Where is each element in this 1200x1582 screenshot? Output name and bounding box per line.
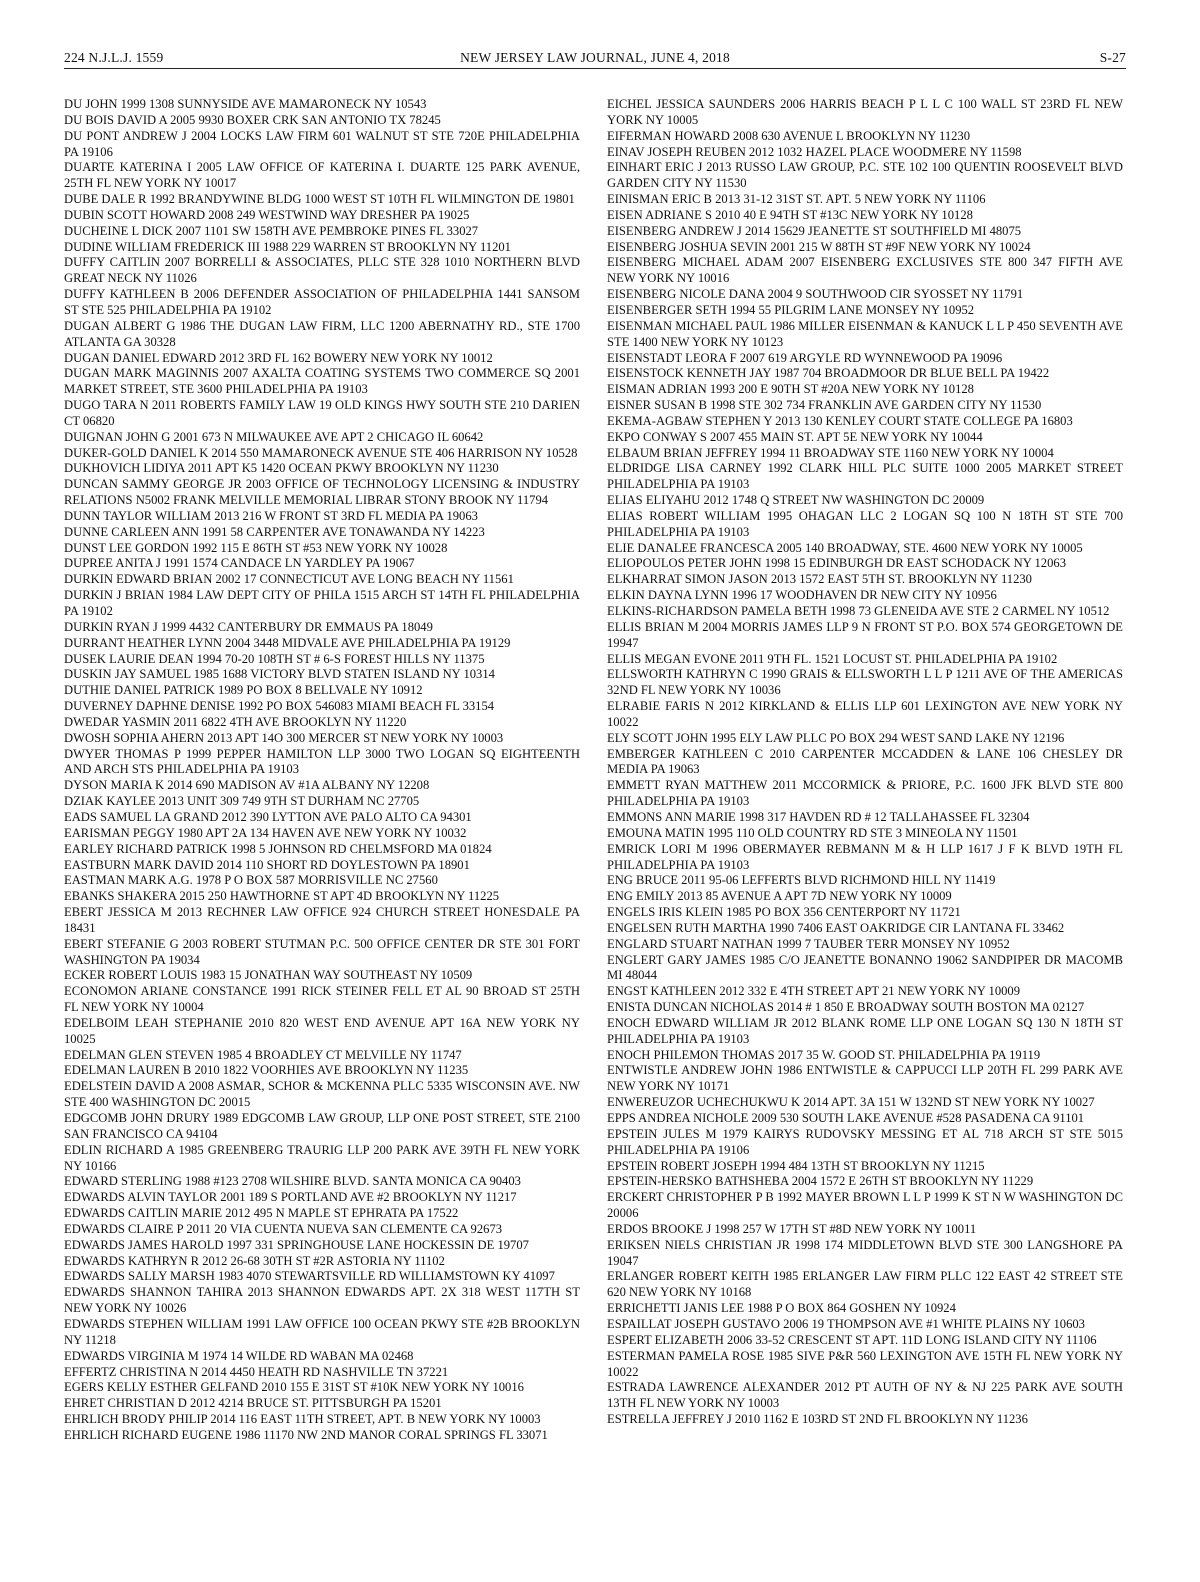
directory-entry: EHRLICH BRODY PHILIP 2014 116 EAST 11TH STREET, APT. B NEW YORK NY 10003: [64, 1412, 541, 1427]
directory-entry: EISMAN ADRIAN 1993 200 E 90TH ST #20A NEW YORK NY 10128: [607, 382, 974, 397]
directory-entry: DWEDAR YASMIN 2011 6822 4TH AVE BROOKLYN NY 11220: [64, 714, 407, 729]
directory-entry: EASTMAN MARK A.G. 1978 P O BOX 587 MORRISVILLE NC 27560: [64, 873, 438, 888]
directory-entry: DYSON MARIA K 2014 690 MADISON AV #1A ALBANY NY 12208: [64, 778, 430, 793]
directory-entry: EINHART ERIC J 2013 RUSSO LAW GROUP, P.C. STE 102 100 QUENTIN ROOSEVELT BLVD GARDEN CITY NY 11530: [607, 160, 1123, 191]
directory-entry: EDWARDS SALLY MARSH 1983 4070 STEWARTSVILLE RD WILLIAMSTOWN KY 41097: [64, 1269, 555, 1284]
directory-entry: EISENBERG MICHAEL ADAM 2007 EISENBERG EXCLUSIVES STE 800 347 FIFTH AVE NEW YORK NY 10016: [607, 255, 1123, 286]
directory-entry: EIFERMAN HOWARD 2008 630 AVENUE L BROOKLYN NY 11230: [607, 128, 971, 143]
directory-entry: EDWARD STERLING 1988 #123 2708 WILSHIRE BLVD. SANTA MONICA CA 90403: [64, 1174, 521, 1189]
directory-entry: DURKIN EDWARD BRIAN 2002 17 CONNECTICUT AVE LONG BEACH NY 11561: [64, 572, 514, 587]
directory-entry: ENTWISTLE ANDREW JOHN 1986 ENTWISTLE & CAPPUCCI LLP 20TH FL 299 PARK AVE NEW YORK NY 10171: [607, 1063, 1123, 1094]
directory-entry: DUGAN DANIEL EDWARD 2012 3RD FL 162 BOWERY NEW YORK NY 10012: [64, 350, 493, 365]
directory-entry: ERIKSEN NIELS CHRISTIAN JR 1998 174 MIDDLETOWN BLVD STE 300 LANGSHORE PA 19047: [607, 1237, 1123, 1268]
directory-entry: ELLIS MEGAN EVONE 2011 9TH FL. 1521 LOCUST ST. PHILADELPHIA PA 19102: [607, 651, 1058, 666]
directory-entry: DUSKIN JAY SAMUEL 1985 1688 VICTORY BLVD STATEN ISLAND NY 10314: [64, 667, 495, 682]
directory-entry: EDWARDS SHANNON TAHIRA 2013 SHANNON EDWARDS APT. 2X 318 WEST 117TH ST NEW YORK NY 10026: [64, 1285, 580, 1316]
directory-entry: EDWARDS CAITLIN MARIE 2012 495 N MAPLE ST EPHRATA PA 17522: [64, 1206, 459, 1221]
directory-entry: ENOCH PHILEMON THOMAS 2017 35 W. GOOD ST. PHILADELPHIA PA 19119: [607, 1047, 1041, 1062]
directory-entry: EHRET CHRISTIAN D 2012 4214 BRUCE ST. PITTSBURGH PA 15201: [64, 1396, 442, 1411]
page-citation: 224 N.J.L.J. 1559: [64, 50, 164, 65]
directory-entry: ENGLERT GARY JAMES 1985 C/O JEANETTE BONANNO 19062 SANDPIPER DR MACOMB MI 48044: [607, 952, 1123, 983]
directory-entry: DUBIN SCOTT HOWARD 2008 249 WESTWIND WAY DRESHER PA 19025: [64, 207, 470, 222]
directory-entry: EISENBERG JOSHUA SEVIN 2001 215 W 88TH ST #9F NEW YORK NY 10024: [607, 239, 1031, 254]
directory-entry: ENWEREUZOR UCHECHUKWU K 2014 APT. 3A 151 W 132ND ST NEW YORK NY 10027: [607, 1095, 1095, 1110]
directory-entry: DWOSH SOPHIA AHERN 2013 APT 14O 300 MERCER ST NEW YORK NY 10003: [64, 730, 504, 745]
directory-entry: EDGCOMB JOHN DRURY 1989 EDGCOMB LAW GROUP, LLP ONE POST STREET, STE 2100 SAN FRANCISCO CA 94104: [64, 1111, 580, 1141]
directory-entry: ERDOS BROOKE J 1998 257 W 17TH ST #8D NEW YORK NY 10011: [607, 1221, 977, 1236]
directory-entry: ECONOMON ARIANE CONSTANCE 1991 RICK STEINER FELL ET AL 90 BROAD ST 25TH FL NEW YORK NY 10004: [64, 984, 580, 1015]
directory-entry: EICHEL JESSICA SAUNDERS 2006 HARRIS BEACH P L L C 100 WALL ST 23RD FL NEW YORK NY 10005: [607, 97, 1123, 127]
directory-entry: DUNN TAYLOR WILLIAM 2013 216 W FRONT ST 3RD FL MEDIA PA 19063: [64, 508, 478, 523]
directory-entry: EMMONS ANN MARIE 1998 317 HAVDEN RD # 12 TALLAHASSEE FL 32304: [607, 809, 1030, 824]
directory-entry: EFFERTZ CHRISTINA N 2014 4450 HEATH RD NASHVILLE TN 37221: [64, 1364, 449, 1379]
directory-entry: ELIOPOULOS PETER JOHN 1998 15 EDINBURGH DR EAST SCHODACK NY 12063: [607, 556, 1066, 571]
page-number: S-27: [1099, 50, 1126, 65]
directory-entry: DUVERNEY DAPHNE DENISE 1992 PO BOX 546083 MIAMI BEACH FL 33154: [64, 699, 495, 714]
directory-entry: EARLEY RICHARD PATRICK 1998 5 JOHNSON RD CHELMSFORD MA 01824: [64, 841, 492, 856]
directory-entry: DUIGNAN JOHN G 2001 673 N MILWAUKEE AVE APT 2 CHICAGO IL 60642: [64, 429, 484, 444]
left-column: [64, 97, 580, 1444]
directory-entry: DZIAK KAYLEE 2013 UNIT 309 749 9TH ST DURHAM NC 27705: [64, 794, 420, 809]
directory-entry: DUKHOVICH LIDIYA 2011 APT K5 1420 OCEAN PKWY BROOKLYN NY 11230: [64, 461, 499, 476]
directory-entry: DU JOHN 1999 1308 SUNNYSIDE AVE MAMARONECK NY 10543: [64, 97, 427, 111]
directory-entry: EISENSTOCK KENNETH JAY 1987 704 BROADMOOR DR BLUE BELL PA 19422: [607, 366, 1050, 381]
directory-entry: DUNST LEE GORDON 1992 115 E 86TH ST #53 NEW YORK NY 10028: [64, 540, 448, 555]
directory-entry: ENG BRUCE 2011 95-06 LEFFERTS BLVD RICHMOND HILL NY 11419: [607, 873, 996, 888]
directory-entry: DUGO TARA N 2011 ROBERTS FAMILY LAW 19 OLD KINGS HWY SOUTH STE 210 DARIEN CT 06820: [64, 398, 580, 428]
directory-entry: EPSTEIN ROBERT JOSEPH 1994 484 13TH ST BROOKLYN NY 11215: [607, 1158, 985, 1173]
directory-entry: ENISTA DUNCAN NICHOLAS 2014 # 1 850 E BROADWAY SOUTH BOSTON MA 02127: [607, 1000, 1085, 1015]
directory-entry: ENG EMILY 2013 85 AVENUE A APT 7D NEW YORK NY 10009: [607, 889, 952, 904]
directory-entry: EISENMAN MICHAEL PAUL 1986 MILLER EISENMAN & KANUCK L L P 450 SEVENTH AVE STE 1400 NEW YORK NY 10123: [607, 318, 1123, 349]
directory-entry: DURKIN RYAN J 1999 4432 CANTERBURY DR EMMAUS PA 18049: [64, 619, 433, 634]
directory-entry: EISENBERG ANDREW J 2014 15629 JEANETTE ST SOUTHFIELD MI 48075: [607, 223, 1022, 238]
directory-entry: DUFFY CAITLIN 2007 BORRELLI & ASSOCIATES, PLLC STE 328 1010 NORTHERN BLVD GREAT NECK NY 11026: [64, 255, 580, 286]
journal-title: NEW JERSEY LAW JOURNAL, JUNE 4, 2018: [460, 50, 730, 65]
directory-entry: EMOUNA MATIN 1995 110 OLD COUNTRY RD STE 3 MINEOLA NY 11501: [607, 825, 1018, 840]
directory-entry: EHRLICH RICHARD EUGENE 1986 11170 NW 2ND MANOR CORAL SPRINGS FL 33071: [64, 1427, 548, 1442]
directory-entry: DURKIN J BRIAN 1984 LAW DEPT CITY OF PHILA 1515 ARCH ST 14TH FL PHILADELPHIA PA 19102: [64, 588, 580, 618]
directory-entry: EBERT STEFANIE G 2003 ROBERT STUTMAN P.C. 500 OFFICE CENTER DR STE 301 FORT WASHINGTON PA 19034: [64, 936, 580, 967]
directory-entry: EISENSTADT LEORA F 2007 619 ARGYLE RD WYNNEWOOD PA 19096: [607, 350, 1003, 365]
directory-entry: EGERS KELLY ESTHER GELFAND 2010 155 E 31ST ST #10K NEW YORK NY 10016: [64, 1380, 524, 1395]
directory-entry: EISNER SUSAN B 1998 STE 302 734 FRANKLIN AVE GARDEN CITY NY 11530: [607, 398, 1042, 413]
directory-entry: EISENBERG NICOLE DANA 2004 9 SOUTHWOOD CIR SYOSSET NY 11791: [607, 287, 1024, 302]
directory-entry: ESTRELLA JEFFREY J 2010 1162 E 103RD ST 2ND FL BROOKLYN NY 11236: [607, 1412, 1028, 1427]
directory-entry: EKPO CONWAY S 2007 455 MAIN ST. APT 5E NEW YORK NY 10044: [607, 429, 983, 444]
directory-entry: EMMETT RYAN MATTHEW 2011 MCCORMICK & PRIORE, P.C. 1600 JFK BLVD STE 800 PHILADELPHIA PA 19103: [607, 778, 1123, 809]
directory-entry: EDWARDS ALVIN TAYLOR 2001 189 S PORTLAND AVE #2 BROOKLYN NY 11217: [64, 1190, 517, 1205]
directory-entry: EMRICK LORI M 1996 OBERMAYER REBMANN M & H LLP 1617 J F K BLVD 19TH FL PHILADELPHIA PA 19103: [607, 841, 1123, 872]
directory-entry: EDWARDS STEPHEN WILLIAM 1991 LAW OFFICE 100 OCEAN PKWY STE #2B BROOKLYN NY 11218: [64, 1316, 580, 1347]
directory-entry: EDLIN RICHARD A 1985 GREENBERG TRAURIG LLP 200 PARK AVE 39TH FL NEW YORK NY 10166: [64, 1142, 580, 1173]
directory-entry: EARISMAN PEGGY 1980 APT 2A 134 HAVEN AVE NEW YORK NY 10032: [64, 825, 467, 840]
directory-entry: EBERT JESSICA M 2013 RECHNER LAW OFFICE 924 CHURCH STREET HONESDALE PA 18431: [64, 905, 580, 935]
directory-entry: ELLIS BRIAN M 2004 MORRIS JAMES LLP 9 N FRONT ST P.O. BOX 574 GEORGETOWN DE 19947: [607, 619, 1123, 650]
directory-entry: DU PONT ANDREW J 2004 LOCKS LAW FIRM 601 WALNUT ST STE 720E PHILADELPHIA PA 19106: [64, 128, 580, 159]
directory-entry: EPSTEIN-HERSKO BATHSHEBA 2004 1572 E 26TH ST BROOKLYN NY 11229: [607, 1174, 1034, 1189]
directory-entry: EADS SAMUEL LA GRAND 2012 390 LYTTON AVE PALO ALTO CA 94301: [64, 809, 472, 824]
directory-entry: ELLSWORTH KATHRYN C 1990 GRAIS & ELLSWORTH L L P 1211 AVE OF THE AMERICAS 32ND FL NEW YORK NY 10036: [607, 667, 1123, 698]
directory-entry: ELIAS ELIYAHU 2012 1748 Q STREET NW WASHINGTON DC 20009: [607, 493, 985, 508]
directory-entry: ERCKERT CHRISTOPHER P B 1992 MAYER BROWN L L P 1999 K ST N W WASHINGTON DC 20006: [607, 1190, 1123, 1221]
directory-entry: EKEMA-AGBAW STEPHEN Y 2013 130 KENLEY COURT STATE COLLEGE PA 16803: [607, 413, 1073, 428]
directory-entry: DUDINE WILLIAM FREDERICK III 1988 229 WARREN ST BROOKLYN NY 11201: [64, 239, 511, 254]
directory-entry: DUKER-GOLD DANIEL K 2014 550 MAMARONECK AVENUE STE 406 HARRISON NY 10528: [64, 445, 578, 460]
directory-entry: EDWARDS KATHRYN R 2012 26-68 30TH ST #2R ASTORIA NY 11102: [64, 1253, 445, 1268]
directory-entry: DUARTE KATERINA I 2005 LAW OFFICE OF KATERINA I. DUARTE 125 PARK AVENUE, 25TH FL NEW YORK NY 10017: [64, 160, 580, 191]
directory-entry: DUTHIE DANIEL PATRICK 1989 PO BOX 8 BELLVALE NY 10912: [64, 683, 423, 698]
directory-entry: DU BOIS DAVID A 2005 9930 BOXER CRK SAN ANTONIO TX 78245: [64, 112, 441, 127]
directory-entry: ELY SCOTT JOHN 1995 ELY LAW PLLC PO BOX 294 WEST SAND LAKE NY 12196: [607, 730, 1065, 745]
directory-entry: ESTRADA LAWRENCE ALEXANDER 2012 PT AUTH OF NY & NJ 225 PARK AVE SOUTH 13TH FL NEW YORK NY 10003: [607, 1380, 1123, 1411]
directory-entry: ERLANGER ROBERT KEITH 1985 ERLANGER LAW FIRM PLLC 122 EAST 42 STREET STE 620 NEW YORK NY 10168: [607, 1269, 1123, 1300]
directory-entry: EPSTEIN JULES M 1979 KAIRYS RUDOVSKY MESSING ET AL 718 ARCH ST STE 5015 PHILADELPHIA PA 19106: [607, 1126, 1123, 1157]
directory-entry: ELRABIE FARIS N 2012 KIRKLAND & ELLIS LLP 601 LEXINGTON AVE NEW YORK NY 10022: [607, 699, 1123, 729]
directory-entry: EDWARDS VIRGINIA M 1974 14 WILDE RD WABAN MA 02468: [64, 1348, 414, 1363]
directory-entry: ELKIN DAYNA LYNN 1996 17 WOODHAVEN DR NEW CITY NY 10956: [607, 588, 997, 603]
directory-entry: DUGAN MARK MAGINNIS 2007 AXALTA COATING SYSTEMS TWO COMMERCE SQ 2001 MARKET STREET, STE 3600 PHILADELPHIA PA 19103: [64, 366, 580, 397]
directory-entry: DUPREE ANITA J 1991 1574 CANDACE LN YARDLEY PA 19067: [64, 556, 415, 571]
directory-entry: EASTBURN MARK DAVID 2014 110 SHORT RD DOYLESTOWN PA 18901: [64, 857, 470, 872]
directory-entry: ELIE DANALEE FRANCESCA 2005 140 BROADWAY, STE. 4600 NEW YORK NY 10005: [607, 540, 1083, 555]
directory-entry: DUNNE CARLEEN ANN 1991 58 CARPENTER AVE TONAWANDA NY 14223: [64, 524, 485, 539]
directory-entry: EISENBERGER SETH 1994 55 PILGRIM LANE MONSEY NY 10952: [607, 302, 975, 317]
directory-entry: EISEN ADRIANE S 2010 40 E 94TH ST #13C NEW YORK NY 10128: [607, 207, 973, 222]
directory-entry: ENGELSEN RUTH MARTHA 1990 7406 EAST OAKRIDGE CIR LANTANA FL 33462: [607, 920, 1065, 935]
directory-entry: DUCHEINE L DICK 2007 1101 SW 158TH AVE PEMBROKE PINES FL 33027: [64, 223, 479, 238]
directory-entry: EDELBOIM LEAH STEPHANIE 2010 820 WEST END AVENUE APT 16A NEW YORK NY 10025: [64, 1015, 580, 1046]
directory-entry: EPPS ANDREA NICHOLE 2009 530 SOUTH LAKE AVENUE #528 PASADENA CA 91101: [607, 1111, 1085, 1125]
directory-entry: EBANKS SHAKERA 2015 250 HAWTHORNE ST APT 4D BROOKLYN NY 11225: [64, 889, 500, 904]
directory-entry: EDELSTEIN DAVID A 2008 ASMAR, SCHOR & MCKENNA PLLC 5335 WISCONSIN AVE. NW STE 400 WASHINGTON DC 20015: [64, 1079, 580, 1110]
directory-entry: ELBAUM BRIAN JEFFREY 1994 11 BROADWAY STE 1160 NEW YORK NY 10004: [607, 445, 1054, 460]
right-column: [607, 97, 1123, 1428]
directory-entry: EMBERGER KATHLEEN C 2010 CARPENTER MCCADDEN & LANE 106 CHESLEY DR MEDIA PA 19063: [607, 746, 1123, 777]
directory-entry: DURRANT HEATHER LYNN 2004 3448 MIDVALE AVE PHILADELPHIA PA 19129: [64, 635, 511, 650]
directory-entry: EDWARDS CLAIRE P 2011 20 VIA CUENTA NUEVA SAN CLEMENTE CA 92673: [64, 1221, 503, 1236]
directory-entry: ENGLARD STUART NATHAN 1999 7 TAUBER TERR MONSEY NY 10952: [607, 936, 1010, 951]
directory-entry: DWYER THOMAS P 1999 PEPPER HAMILTON LLP 3000 TWO LOGAN SQ EIGHTEENTH AND ARCH STS PHILADELPHIA PA 19103: [64, 746, 580, 777]
directory-entry: EDELMAN GLEN STEVEN 1985 4 BROADLEY CT MELVILLE NY 11747: [64, 1047, 462, 1062]
directory-entry: EINISMAN ERIC B 2013 31-12 31ST ST. APT. 5 NEW YORK NY 11106: [607, 192, 986, 207]
directory-entry: EDELMAN LAUREN B 2010 1822 VOORHIES AVE BROOKLYN NY 11235: [64, 1063, 469, 1078]
directory-entry: ESPAILLAT JOSEPH GUSTAVO 2006 19 THOMPSON AVE #1 WHITE PLAINS NY 10603: [607, 1316, 1085, 1331]
directory-entry: ELKINS-RICHARDSON PAMELA BETH 1998 73 GLENEIDA AVE STE 2 CARMEL NY 10512: [607, 604, 1110, 618]
directory-entry: ECKER ROBERT LOUIS 1983 15 JONATHAN WAY SOUTHEAST NY 10509: [64, 968, 473, 983]
directory-entry: ELIAS ROBERT WILLIAM 1995 OHAGAN LLC 2 LOGAN SQ 100 N 18TH ST STE 700 PHILADELPHIA PA 19103: [607, 508, 1123, 539]
directory-entry: DUSEK LAURIE DEAN 1994 70-20 108TH ST # 6-S FOREST HILLS NY 11375: [64, 651, 485, 666]
directory-entry: DUNCAN SAMMY GEORGE JR 2003 OFFICE OF TECHNOLOGY LICENSING & INDUSTRY RELATIONS N5002 FRANK MELVILLE MEMORIAL LIBRAR STONY BROOK NY 11794: [64, 477, 580, 508]
directory-entry: ELDRIDGE LISA CARNEY 1992 CLARK HILL PLC SUITE 1000 2005 MARKET STREET PHILADELPHIA PA 19103: [607, 461, 1123, 492]
directory-entry: DUGAN ALBERT G 1986 THE DUGAN LAW FIRM, LLC 1200 ABERNATHY RD., STE 1700 ATLANTA GA 30328: [64, 318, 580, 349]
page-header: [64, 46, 1126, 69]
directory-entry: DUFFY KATHLEEN B 2006 DEFENDER ASSOCIATION OF PHILADELPHIA 1441 SANSOM ST STE 525 PHILADELPHIA PA 19102: [64, 287, 580, 317]
directory-entry: ENOCH EDWARD WILLIAM JR 2012 BLANK ROME LLP ONE LOGAN SQ 130 N 18TH ST PHILADELPHIA PA 19103: [607, 1015, 1123, 1046]
directory-entry: DUBE DALE R 1992 BRANDYWINE BLDG 1000 WEST ST 10TH FL WILMINGTON DE 19801: [64, 192, 575, 207]
directory-entry: ESPERT ELIZABETH 2006 33-52 CRESCENT ST APT. 11D LONG ISLAND CITY NY 11106: [607, 1332, 1097, 1347]
directory-entry: EINAV JOSEPH REUBEN 2012 1032 HAZEL PLACE WOODMERE NY 11598: [607, 144, 1022, 159]
directory-entry: EDWARDS JAMES HAROLD 1997 331 SPRINGHOUSE LANE HOCKESSIN DE 19707: [64, 1237, 529, 1252]
directory-entry: ELKHARRAT SIMON JASON 2013 1572 EAST 5TH ST. BROOKLYN NY 11230: [607, 572, 1032, 587]
directory-entry: ERRICHETTI JANIS LEE 1988 P O BOX 864 GOSHEN NY 10924: [607, 1301, 956, 1316]
directory-entry: ESTERMAN PAMELA ROSE 1985 SIVE P&R 560 LEXINGTON AVE 15TH FL NEW YORK NY 10022: [607, 1348, 1123, 1379]
directory-entry: ENGST KATHLEEN 2012 332 E 4TH STREET APT 21 NEW YORK NY 10009: [607, 984, 1021, 999]
directory-entry: ENGELS IRIS KLEIN 1985 PO BOX 356 CENTERPORT NY 11721: [607, 905, 961, 920]
